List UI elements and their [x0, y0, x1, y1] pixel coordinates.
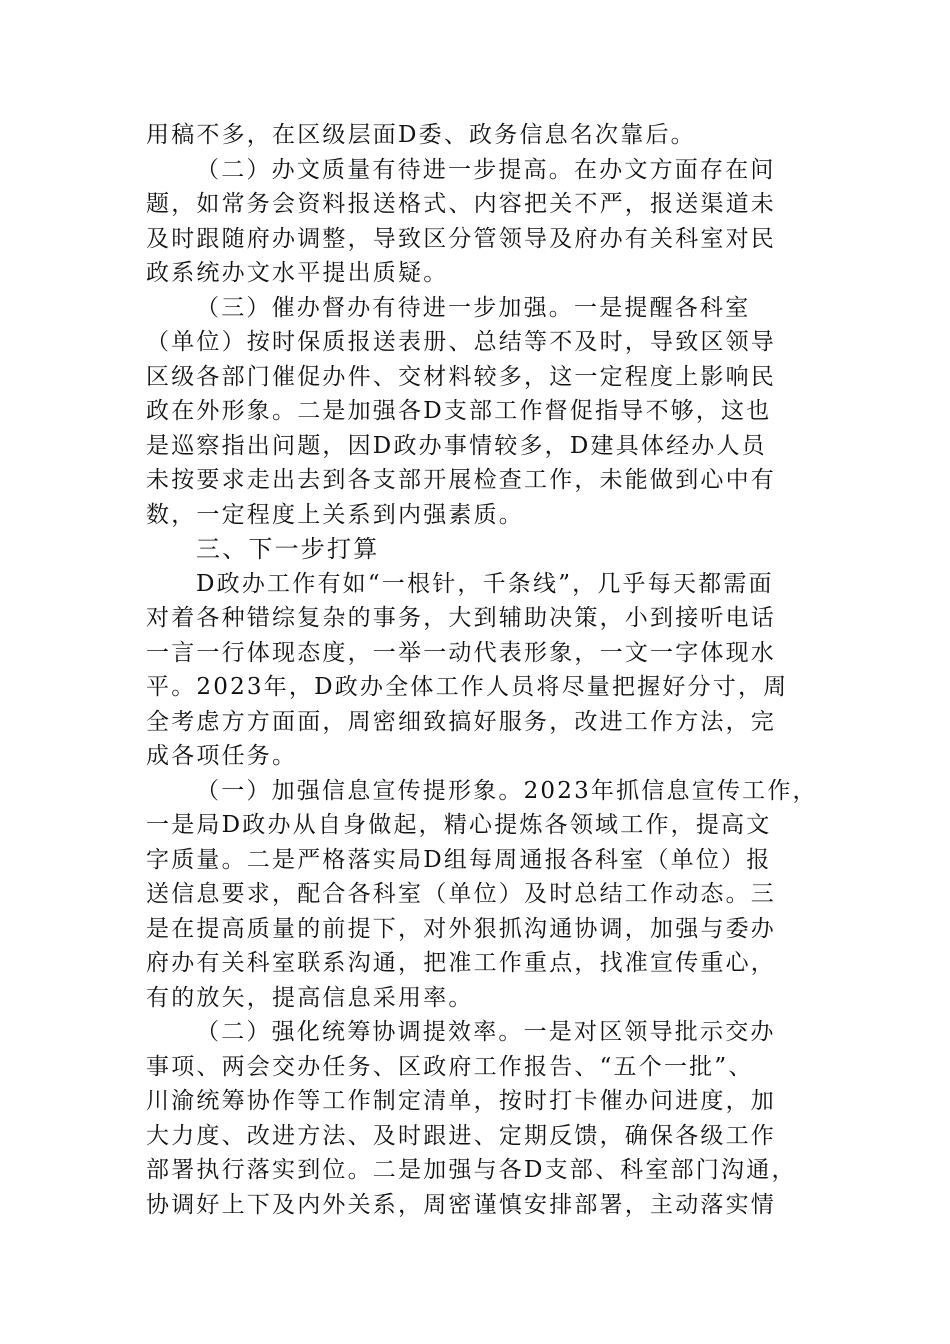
paragraph-line: 送信息要求，配合各科室（单位）及时总结工作动态。三: [146, 881, 776, 907]
paragraph-line: （二）强化统筹协调提效率。一是对区领导批示交办: [196, 1019, 776, 1045]
paragraph-line: 一言一行体现态度，一举一动代表形象，一文一字体现水: [146, 639, 776, 666]
paragraph-line: 事项、两会交办任务、区政府工作报告、“五个一批”、: [146, 1053, 754, 1080]
paragraph-line: 数，一定程度上关系到内强素质。: [146, 501, 524, 528]
paragraph-line: 是在提高质量的前提下，对外狠抓沟通协调，加强与委办: [146, 915, 776, 942]
paragraph-line: 是巡察指出问题，因D政办事情较多，D建具体经办人员: [146, 432, 767, 459]
paragraph-line: 及时跟随府办调整，导致区分管领导及府办有关科室对民: [146, 225, 776, 252]
paragraph-line: 政在外形象。二是加强各D支部工作督促指导不够，这也: [146, 398, 772, 424]
paragraph-line: （一）加强信息宣传提形象。2023年抓信息宣传工作，: [196, 777, 818, 804]
paragraph-line: 字质量。二是严格落实局D组每周通报各科室（单位）报: [146, 846, 772, 873]
paragraph-line: 协调好上下及内外关系，周密谨慎安排部署，主动落实情: [146, 1191, 776, 1218]
paragraph-line: （三）催办督办有待进一步加强。一是提醒各科室: [196, 294, 751, 321]
paragraph-line: D政办工作有如“一根针，千条线”，几乎每天都需面: [196, 570, 774, 597]
paragraph-line: 府办有关科室联系沟通，把准工作重点，找准宣传重心，: [146, 950, 776, 976]
paragraph-line: 用稿不多，在区级层面D委、政务信息名次靠后。: [146, 122, 696, 148]
paragraph-line: 平。2023年，D政办全体工作人员将尽量把握好分寸，周: [146, 674, 789, 700]
paragraph-line: 未按要求走出去到各支部开展检查工作，未能做到心中有: [146, 467, 776, 493]
paragraph-line: 有的放矢，提高信息采用率。: [146, 984, 474, 1011]
paragraph-line: 全考虑方方面面，周密细致搞好服务，改进工作方法，完: [146, 708, 776, 735]
paragraph-line: 对着各种错综复杂的事务，大到辅助决策，小到接听电话: [146, 605, 776, 631]
paragraph-line: （单位）按时保质报送表册、总结等不及时，导致区领导: [146, 329, 776, 355]
paragraph-line: 川渝统筹协作等工作制定清单，按时打卡催办问进度，加: [146, 1088, 776, 1114]
paragraph-line: 题，如常务会资料报送格式、内容把关不严，报送渠道未: [146, 191, 776, 217]
paragraph-line: 政系统办文水平提出质疑。: [146, 260, 449, 286]
paragraph-line: 部署执行落实到位。二是加强与各D支部、科室部门沟通，: [146, 1157, 797, 1183]
paragraph-line: 区级各部门催促办件、交材料较多，这一定程度上影响民: [146, 363, 776, 390]
paragraph-line: （二）办文质量有待进一步提高。在办文方面存在问: [196, 156, 776, 183]
paragraph-line: 成各项任务。: [146, 743, 298, 769]
paragraph-line: 一是局D政办从自身做起，精心提炼各领域工作，提高文: [146, 812, 772, 838]
section-heading: 三、下一步打算: [196, 535, 380, 563]
paragraph-line: 大力度、改进方法、及时跟进、定期反馈，确保各级工作: [146, 1122, 776, 1149]
